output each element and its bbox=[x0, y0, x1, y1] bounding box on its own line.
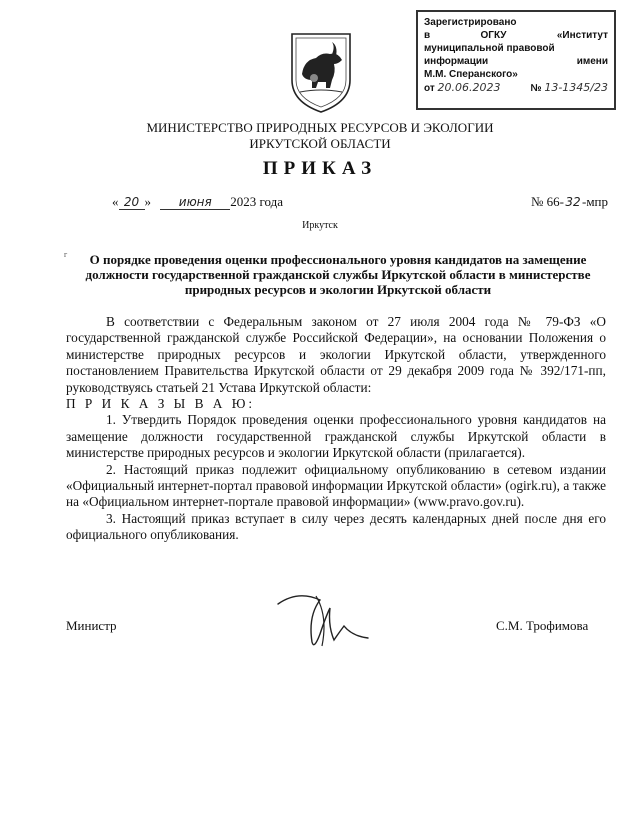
signatory-position: Министр bbox=[66, 618, 117, 633]
stamp-date-handwritten: 20.06.2023 bbox=[437, 81, 501, 94]
date-year: 2023 года bbox=[230, 194, 284, 209]
ministry-line: ИРКУТСКОЙ ОБЛАСТИ bbox=[249, 136, 391, 151]
document-title: О порядке проведения оценки профессионального уровня кандидатов на замещение должности государственной гражданской службы Иркутской области в министерстве природных ресурсов и экологии Иркутской области bbox=[85, 252, 591, 297]
order-item: 3. Настоящий приказ вступает в силу через десять календарных дней после дня его официального опубликования. bbox=[66, 510, 606, 543]
document-date bbox=[112, 194, 283, 210]
date-quote: » bbox=[144, 194, 151, 209]
stamp-line: Зарегистрировано bbox=[424, 17, 517, 28]
date-day-handwritten: 20 bbox=[119, 195, 145, 210]
number-handwritten: 32 bbox=[565, 195, 581, 209]
document-body bbox=[66, 314, 606, 544]
number-suffix: -мпр bbox=[581, 194, 608, 209]
signatory-name: С.М. Трофимова bbox=[496, 618, 589, 633]
stamp-line: № bbox=[530, 83, 542, 94]
coat-of-arms-icon bbox=[286, 30, 356, 114]
signature-icon bbox=[268, 586, 378, 656]
order-word: П Р И К А З Ы В А Ю: bbox=[66, 396, 256, 412]
order-item: 2. Настоящий приказ подлежит официальному опубликованию в сетевом издании «Официальный интернет-портал правовой информации Иркутской области» (ogirk.ru), а также на «Официальном интернет-портале правовой информации» (www.pravo.gov.ru). bbox=[66, 461, 606, 510]
ministry-name bbox=[100, 120, 540, 152]
ministry-line: МИНИСТЕРСТВО ПРИРОДНЫХ РЕСУРСОВ И ЭКОЛОГИИ bbox=[146, 120, 494, 135]
stamp-number-handwritten: 13-1345/23 bbox=[544, 81, 608, 94]
date-quote: « bbox=[112, 194, 119, 209]
city: Иркутск bbox=[302, 220, 338, 231]
stamp-line: имени bbox=[576, 56, 608, 67]
preamble-paragraph: В соответствии с Федеральным законом от 27 июля 2004 года № 79-ФЗ «О государственной гражданской службе Российской Федерации», на основании Положения о министерстве природных ресурсов и экологии Иркутской области, утвержденного постановлением Правительства Иркутской области от 29 декабря 2009 года № 392/171-пп, руководствуясь статьей 21 Устава Иркутской области: bbox=[66, 314, 606, 395]
document-type: ПРИКАЗ bbox=[262, 158, 378, 179]
stamp-line: М.М. Сперанского» bbox=[424, 69, 518, 80]
number-prefix: № 66- bbox=[531, 194, 564, 209]
stamp-line: от bbox=[424, 83, 435, 94]
registration-stamp bbox=[416, 10, 616, 110]
stamp-line: муниципальной правовой bbox=[424, 43, 555, 54]
document-number bbox=[531, 194, 608, 210]
order-item: 1. Утвердить Порядок проведения оценки профессионального уровня кандидатов на замещение должности государственной гражданской службы Иркутской области в министерстве природных ресурсов и экологии Иркутской области (прилагается). bbox=[66, 412, 606, 461]
stamp-line: в bbox=[424, 30, 431, 41]
date-month-handwritten: июня bbox=[160, 195, 230, 210]
stamp-line: информации bbox=[424, 56, 489, 67]
stamp-line: «Институт bbox=[556, 30, 608, 41]
margin-mark: г bbox=[64, 250, 68, 259]
stamp-line: ОГКУ bbox=[480, 30, 507, 41]
